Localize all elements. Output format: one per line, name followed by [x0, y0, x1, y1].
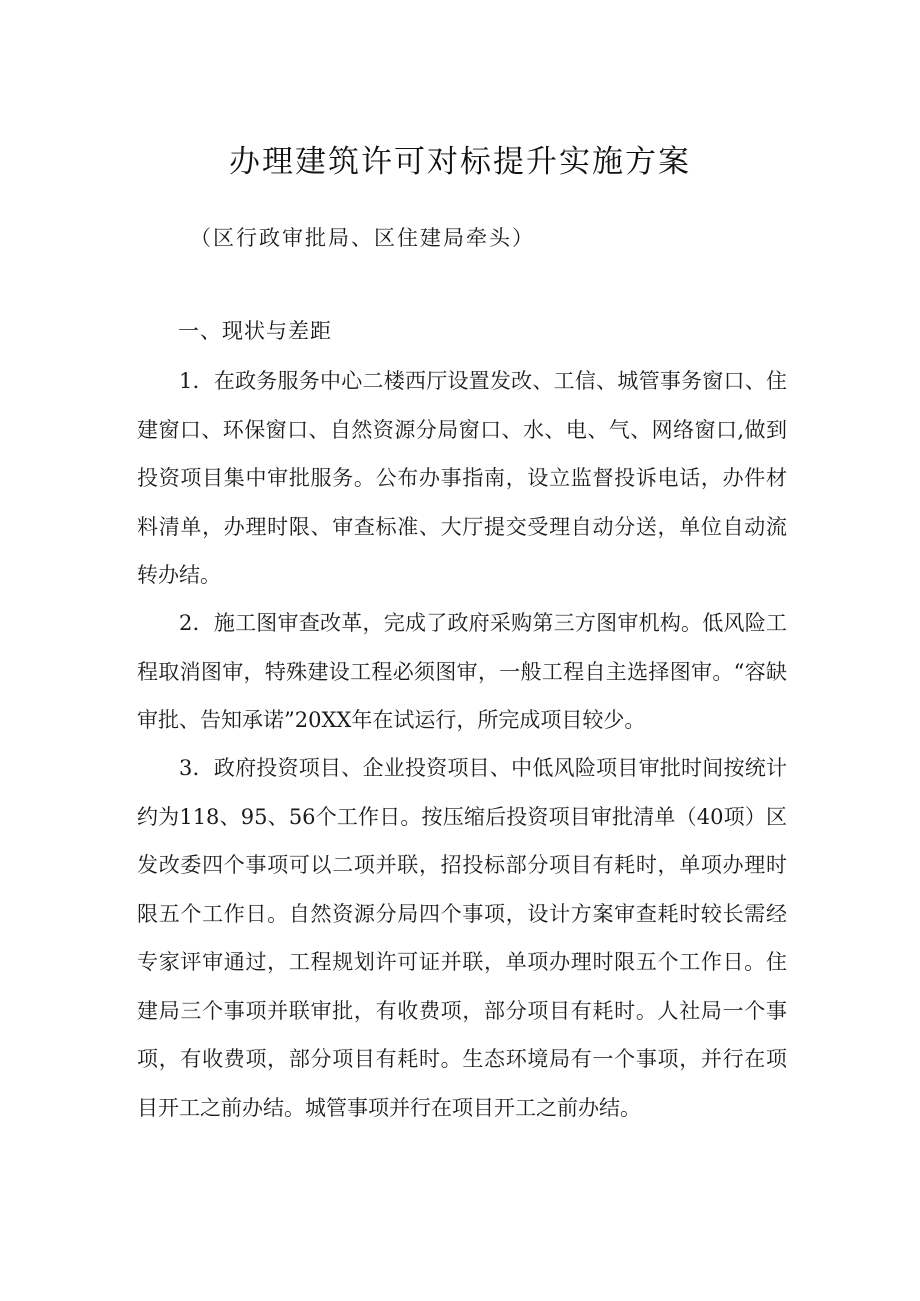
paragraph-2: 2．施工图审查改革，完成了政府采购第三方图审机构。低风险工程取消图审，特殊建设工程必须图审，一般工程自主选择图审。“容缺审批、告知承诺”20XX年在试运行，所完成项目较少。	[137, 611, 787, 732]
paragraph-3: 3．政府投资项目、企业投资项目、中低风险项目审批时间按统计约为118、95、56个工作日。按压缩后投资项目审批清单（40项）区发改委四个事项可以二项并联，招投标部分项目有耗时，单项办理时限五个工作日。自然资源分局四个事项，设计方案审查耗时较长需经专家评审通过，工程规划许可证并联，单项办理时限五个工作日。住建局三个事项并联审批，有收费项，部分项目有耗时。人社局一个事项，有收费项，部分项目有耗时。生态环境局有一个事项，并行在项目开工之前办结。城管事项并行在项目开工之前办结。	[137, 756, 787, 1120]
document-subtitle: （区行政审批局、区住建局牵头）	[190, 226, 535, 250]
document-title: 办理建筑许可对标提升实施方案	[229, 144, 691, 180]
section-heading: 一、现状与差距	[178, 319, 332, 343]
paragraph-1: 1．在政务服务中心二楼西厅设置发改、工信、城管事务窗口、住建窗口、环保窗口、自然资源分局窗口、水、电、气、网络窗口,做到投资项目集中审批服务。公布办事指南，设立监督投诉电话，办件材料清单，办理时限、审查标准、大厅提交受理自动分送，单位自动流转办结。	[137, 369, 787, 587]
